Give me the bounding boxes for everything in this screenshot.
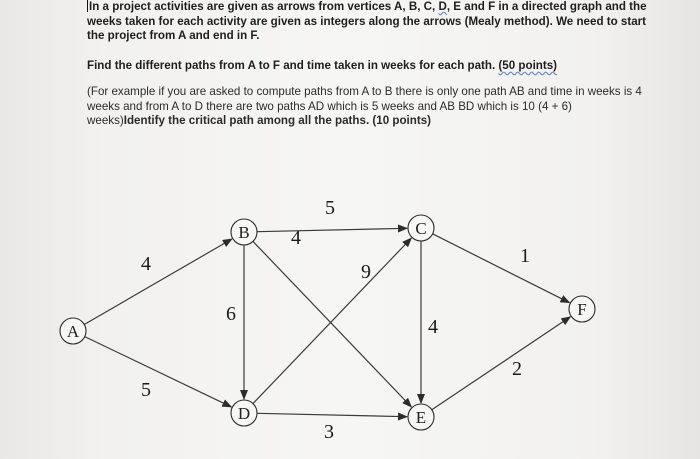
node-label-b: B (238, 223, 250, 242)
node-label-a: A (66, 322, 80, 341)
edge-weight-c-e: 4 (428, 316, 438, 338)
critical-path-task: Identify the critical path among all the paths. (10 points) (123, 114, 432, 127)
edge-weight-a-b: 4 (141, 253, 151, 275)
edge-b-c (257, 228, 407, 231)
edge-weight-d-e: 3 (324, 421, 334, 443)
node-label-e: E (415, 408, 427, 427)
edge-c-f (433, 234, 570, 303)
problem-text-rest: , E and F in a directed graph and the weeks taken for each activity are given as integers along the arrows (Mealy method). We need to start the project from A and end in F. (87, 0, 647, 42)
weight-layer (141, 197, 530, 443)
node-label-c: C (415, 219, 427, 238)
problem-text-d: D (438, 0, 447, 13)
node-f (569, 296, 595, 322)
problem-text-start: In a project activities are given as arrows from vertices A, B, C, (89, 0, 439, 13)
edge-a-b (84, 239, 232, 324)
edge-weight-b-e: 4 (291, 227, 301, 249)
edge-weight-b-c: 5 (325, 197, 335, 219)
example-text: (For example if you are asked to compute paths from A to B there is only one path AB and time in weeks is 4 weeks and from A to D there are two paths AD which is 5 weeks and AB BD which is 10 (4 + 6) weeks) (87, 85, 642, 127)
edge-weight-d-c: 9 (361, 261, 371, 283)
task-paths-text: Find the different paths from A to F and time taken in weeks for each path. (87, 59, 499, 72)
node-label-d: D (237, 404, 251, 423)
edge-weight-e-f: 2 (512, 358, 522, 380)
edge-weight-c-f: 1 (520, 245, 530, 267)
edge-weight-b-d: 6 (226, 303, 236, 325)
edge-layer (84, 228, 570, 416)
edge-d-e (257, 413, 407, 416)
edge-a-d (85, 337, 232, 407)
edge-d-c (253, 238, 411, 403)
edge-weight-a-d: 5 (141, 379, 151, 401)
node-a (60, 318, 86, 344)
node-d (231, 400, 257, 426)
node-b (231, 219, 257, 245)
node-label-f: F (577, 300, 587, 319)
node-e (408, 404, 434, 430)
node-c (408, 215, 434, 241)
edge-b-e (253, 241, 411, 406)
task-paths-points: (50 points) (498, 59, 558, 72)
edge-e-f (432, 317, 571, 410)
